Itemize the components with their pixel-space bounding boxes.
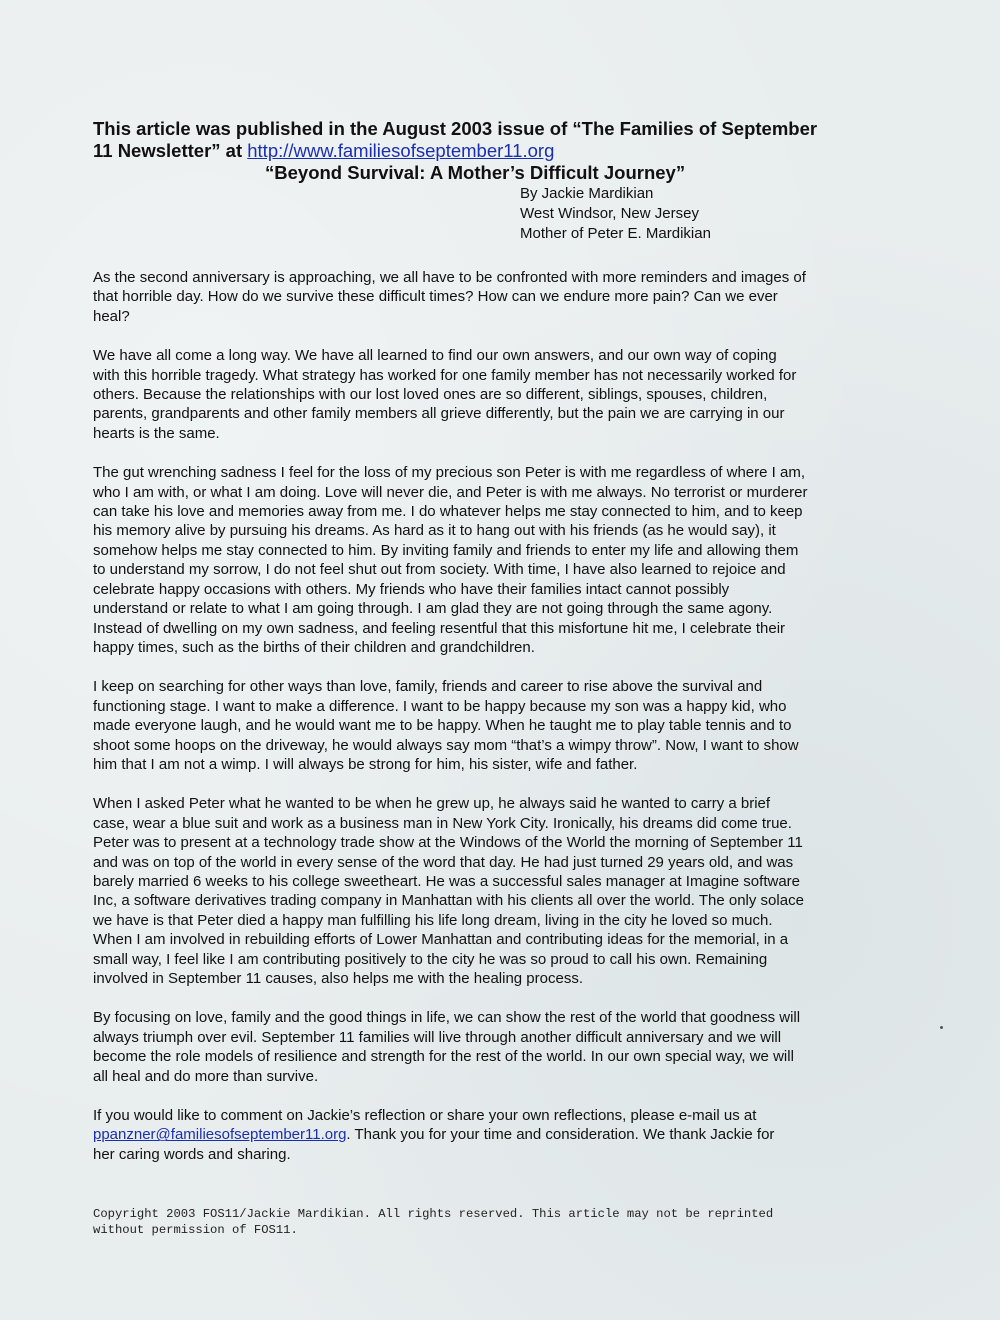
publication-note-line-1: This article was published in the August 2003 issue of “The Families of September [93, 118, 818, 139]
paragraph-line: celebrate happy occasions with others. My friends who have their families intact cannot possibly [93, 580, 730, 598]
newsletter-link[interactable]: http://www.familiesofseptember11.org [247, 140, 555, 161]
body-paragraph [93, 794, 908, 988]
publication-note-prefix: 11 Newsletter” at [93, 140, 248, 161]
paragraph-line: his memory alive by pursuing his dreams. As hard as it to hang out with his friends (as he would say), it [93, 522, 776, 540]
byline-location: West Windsor, New Jersey [520, 205, 699, 222]
byline-relation: Mother of Peter E. Mardikian [520, 225, 711, 242]
publication-header [93, 118, 908, 162]
paragraph-line: can take his love and memories away from me. I do whatever helps me stay connected to him, and to keep [93, 503, 803, 521]
copyright-notice [93, 1206, 773, 1238]
paragraph-line: to understand my sorrow, I do not feel shut out from society. With time, I have also learned to rejoice and [93, 561, 786, 579]
paragraph-line: who I am with, or what I am doing. Love will never die, and Peter is with me always. No terrorist or murderer [93, 483, 808, 501]
scan-speck [940, 1026, 943, 1029]
paragraph-line: As the second anniversary is approaching, we all have to be confronted with more reminders and images of [93, 269, 806, 286]
paragraph-line: hearts is the same. [93, 424, 220, 442]
paragraph-line: with this horrible tragedy. What strategy has worked for one family member has not necessarily worked for [93, 366, 797, 384]
paragraph-line: all heal and do more than survive. [93, 1067, 319, 1085]
copyright-line: without permission of FOS11. [93, 1223, 298, 1237]
paragraph-line: become the role models of resilience and strength for the rest of the world. In our own special way, we will [93, 1048, 794, 1066]
article-body [93, 268, 908, 1086]
paragraph-line: shoot some hoops on the driveway, he would always say mom “that’s a wimpy throw”. Now, I want to show [93, 736, 799, 754]
paragraph-line: Peter was to present at a technology trade show at the Windows of the World the morning of September 11 [93, 834, 803, 852]
paragraph-line: small way, I feel like I am contributing positively to the city he was so proud to call his own. Remaining [93, 950, 768, 968]
copyright-line: Copyright 2003 FOS11/Jackie Mardikian. All rights reserved. This article may not be reprinted [93, 1207, 774, 1221]
publication-note-line-2 [93, 140, 908, 162]
paragraph-line: We have all come a long way. We have all learned to find our own answers, and our own way of coping [93, 347, 777, 365]
body-paragraph [93, 1008, 908, 1086]
paragraph-line: understand or relate to what I am going through. I am glad they are not going through the same agony. [93, 600, 773, 618]
paragraph-line: others. Because the relationships with our lost loved ones are so different, siblings, spouses, children, [93, 386, 768, 404]
paragraph-line: we have is that Peter died a happy man fulfilling his life long dream, living in the city he loved so much. [93, 911, 773, 929]
closing-thanks: . Thank you for your time and consideration. We thank Jackie for [346, 1126, 775, 1144]
paragraph-line: somehow helps me stay connected to him. By inviting family and friends to enter my life and allowing them [93, 541, 799, 559]
paragraph-line: happy times, such as the births of their children and grandchildren. [93, 638, 535, 656]
paragraph-line: Instead of dwelling on my own sadness, and feeling resentful that this misfortune hit me, I celebrate their [93, 619, 786, 637]
closing-line: her caring words and sharing. [93, 1145, 291, 1163]
paragraph-line: By focusing on love, family and the good things in life, we can show the rest of the world that goodness will [93, 1009, 801, 1027]
body-paragraph [93, 268, 908, 326]
paragraph-line: and was on top of the world in every sense of the word that day. He had just turned 29 years old, and was [93, 853, 794, 871]
article-title: “Beyond Survival: A Mother’s Difficult Journey” [265, 162, 686, 183]
paragraph-line: that horrible day. How do we survive these difficult times? How can we endure more pain? Can we ever [93, 288, 778, 306]
paragraph-line: always triumph over evil. September 11 families will live through another difficult anniversary and we will [93, 1028, 782, 1046]
paragraph-line: him that I am not a wimp. I will always be strong for him, his sister, wife and father. [93, 755, 638, 773]
paragraph-line: barely married 6 weeks to his college sweetheart. He was a successful sales manager at Imagine software [93, 872, 800, 890]
body-paragraph [93, 677, 908, 774]
paragraph-line: The gut wrenching sadness I feel for the loss of my precious son Peter is with me regardless of where I am, [93, 464, 805, 482]
paragraph-line: involved in September 11 causes, also helps me with the healing process. [93, 970, 583, 987]
paragraph-line: case, wear a blue suit and work as a business man in New York City. Ironically, his dreams did come true. [93, 814, 792, 832]
body-paragraph [93, 463, 908, 657]
paragraph-line: When I asked Peter what he wanted to be when he grew up, he always said he wanted to carry a brief [93, 795, 771, 813]
paragraph-line: heal? [93, 307, 130, 325]
contact-email-link[interactable]: ppanzner@familiesofseptember11.org [93, 1126, 347, 1144]
paragraph-line: When I am involved in rebuilding efforts of Lower Manhattan and contributing ideas for the memorial, in a [93, 931, 789, 949]
paragraph-line: I keep on searching for other ways than love, family, friends and career to rise above the survival and [93, 678, 763, 696]
closing-paragraph [93, 1106, 908, 1164]
paragraph-line: made everyone laugh, and he would want me to be happy. When he taught me to play table tennis and to [93, 717, 792, 735]
closing-line: If you would like to comment on Jackie’s reflection or share your own reflections, please e-mail us at [93, 1107, 757, 1125]
byline [520, 184, 908, 244]
closing-line [93, 1125, 908, 1144]
paragraph-line: parents, grandparents and other family members all grieve differently, but the pain we are carrying in our [93, 405, 785, 423]
paragraph-line: functioning stage. I want to make a difference. I want to be happy because my son was a happy kid, who [93, 697, 787, 715]
byline-author: By Jackie Mardikian [520, 185, 654, 202]
paragraph-line: Inc, a software derivatives trading company in Manhattan with his clients all over the world. The only solace [93, 892, 804, 910]
article-page [93, 118, 908, 1184]
body-paragraph [93, 346, 908, 443]
